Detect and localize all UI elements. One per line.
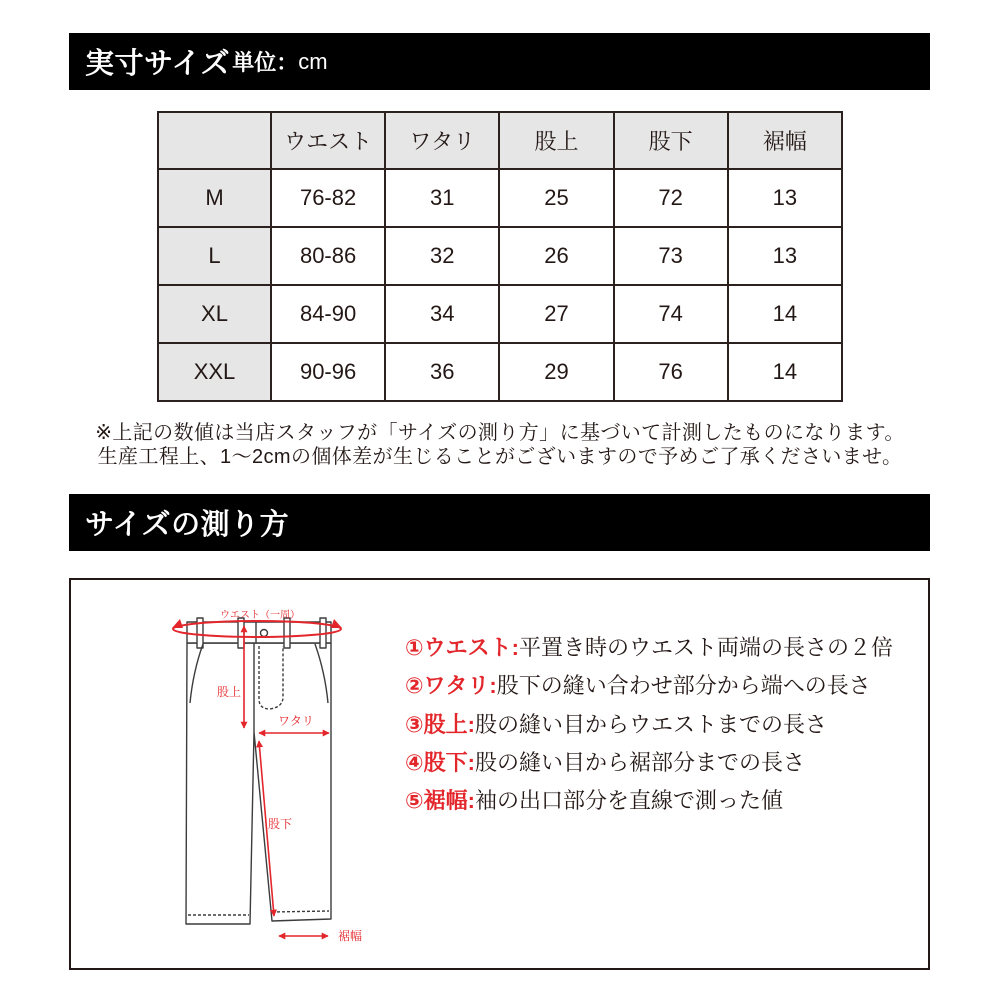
list-item	[405, 667, 893, 705]
table-cell: 27	[499, 285, 613, 343]
size-label: M	[158, 169, 271, 227]
table-cell: 25	[499, 169, 613, 227]
table-cell: 76-82	[271, 169, 385, 227]
table-cell: 34	[385, 285, 499, 343]
step-label: ③股上:	[405, 711, 475, 737]
size-table-body	[158, 169, 842, 401]
inseam-diagram-label: 股下	[268, 817, 293, 831]
thigh-diagram-label: ワタリ	[278, 714, 314, 728]
waistband	[187, 622, 331, 643]
table-cell: 73	[614, 227, 728, 285]
table-cell: 14	[728, 343, 842, 401]
column-header-hem: 裾幅	[728, 112, 842, 169]
table-cell: 72	[614, 169, 728, 227]
table-cell: 36	[385, 343, 499, 401]
pants-body	[186, 643, 331, 924]
step-label: ⑤裾幅:	[405, 788, 475, 813]
table-cell: 14	[728, 285, 842, 343]
measurement-notes	[0, 421, 1000, 469]
table-cell: 31	[385, 169, 499, 227]
step-text: 股下の縫い合わせ部分から端への長さ	[496, 673, 871, 699]
note-line: 生産工程上、1〜2cmの個体差が生じることがございますので予めご了承くださいませ。	[97, 446, 903, 468]
list-item	[405, 706, 893, 744]
table-row	[158, 227, 842, 285]
note-line: ※上記の数値は当店スタッフが「サイズの測り方」に基づいて計測したものになります。	[95, 422, 905, 444]
table-cell: 29	[499, 343, 613, 401]
waist-arrowhead-right	[331, 619, 342, 628]
column-header-waist: ウエスト	[271, 112, 385, 169]
step-text: 股の縫い目から裾部分までの長さ	[474, 749, 805, 775]
table-cell: 32	[385, 227, 499, 285]
table-cell: 13	[728, 169, 842, 227]
list-item	[405, 629, 893, 667]
waist-diagram-label: ウエスト（一周）	[220, 610, 300, 621]
step-label: ②ワタリ:	[405, 673, 497, 699]
step-text: 平置き時のウエスト両端の長さの２倍	[518, 635, 893, 660]
table-cell: 76	[614, 343, 728, 401]
table-cell: 13	[728, 227, 842, 285]
how-to-measure-title: サイズの測り方	[85, 509, 290, 541]
column-header-inseam: 股下	[614, 112, 728, 169]
size-label: XL	[158, 285, 271, 343]
size-table-head	[158, 112, 842, 169]
size-chart-title-bar	[69, 33, 930, 90]
unit-value: cm	[298, 48, 328, 74]
table-cell: 90-96	[271, 343, 385, 401]
step-label: ④股下:	[405, 749, 475, 775]
belt-loop	[238, 618, 244, 648]
waist-button	[261, 630, 268, 637]
pants-diagram	[100, 600, 380, 960]
how-to-measure-panel	[69, 578, 930, 970]
list-item	[405, 782, 893, 820]
waist-arrowhead-left	[172, 619, 183, 628]
rise-diagram-label: 股上	[216, 685, 242, 699]
table-cell: 74	[614, 285, 728, 343]
table-row	[158, 285, 842, 343]
table-row	[158, 343, 842, 401]
step-text: 股の縫い目からウエストまでの長さ	[474, 711, 827, 737]
table-corner-cell	[158, 112, 271, 169]
how-to-measure-title-bar	[69, 494, 930, 551]
measurement-steps	[405, 629, 893, 820]
size-chart-title: 実寸サイズ	[85, 48, 231, 80]
step-text: 袖の出口部分を直線で測った値	[474, 788, 783, 813]
step-label: ①ウエスト:	[405, 635, 519, 660]
hem-diagram-label: 裾幅	[337, 929, 363, 943]
pants-outline	[186, 618, 331, 924]
table-cell: 80-86	[271, 227, 385, 285]
size-label: L	[158, 227, 271, 285]
size-label: XXL	[158, 343, 271, 401]
table-cell: 84-90	[271, 285, 385, 343]
list-item	[405, 744, 893, 782]
column-header-rise: 股上	[499, 112, 613, 169]
table-header-row	[158, 112, 842, 169]
column-header-thigh: ワタリ	[385, 112, 499, 169]
table-cell: 26	[499, 227, 613, 285]
table-row	[158, 169, 842, 227]
size-table	[157, 111, 843, 402]
unit-label: 単位：	[232, 50, 299, 75]
